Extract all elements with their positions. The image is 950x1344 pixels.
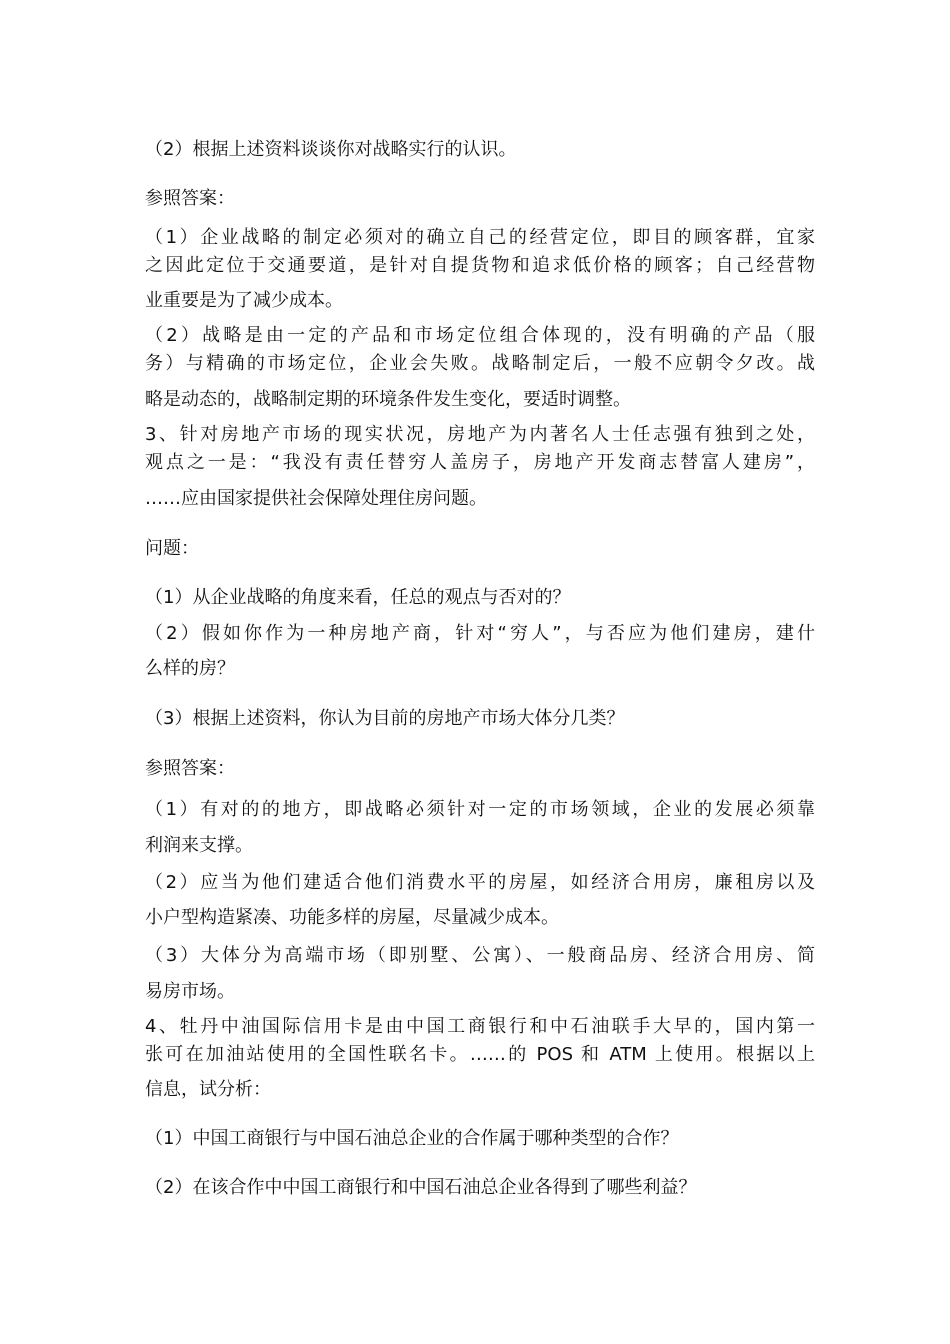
answer-3-1-line-2: 利润来支撑。 [145,835,253,856]
answer-3-2-line-1: （2）应当为他们建适合他们消费水平的房屋，如经济合用房，廉租房以及 [145,872,815,893]
question-4-line-3: 信息，试分析： [145,1079,271,1100]
question-3-sub-1: （1）从企业战略的角度来看，任总的观点与否对的？ [145,587,571,608]
answer-2-line-1: （2）战略是由一定的产品和市场定位组合体现的，没有明确的产品（服 [145,325,815,346]
question-4-sub-2: （2）在该合作中中国工商银行和中国石油总企业各得到了哪些利益？ [145,1177,697,1198]
question-3-sub-2-line-1: （2）假如你作为一种房地产商，针对“穷人”，与否应为他们建房，建什 [145,623,815,644]
question-3-line-2: 观点之一是：“我没有责任替穷人盖房子，房地产开发商志替富人建房”， [145,452,815,473]
answer-3-3-line-2: 易房市场。 [145,981,235,1002]
answer-2-line-3: 略是动态的，战略制定期的环境条件发生变化，要适时调整。 [145,389,631,410]
answer-3-2-line-2: 小户型构造紧凑、功能多样的房屋，尽量减少成本。 [145,907,559,928]
answer-2-line-2: 务）与精确的市场定位，企业会失败。战略制定后，一般不应朝令夕改。战 [145,353,815,374]
question-3-sub-3: （3）根据上述资料，你认为目前的房地产市场大体分几类？ [145,708,625,729]
answer-3-1-line-1: （1）有对的的地方，即战略必须针对一定的市场领域，企业的发展必须靠 [145,799,815,820]
question-4-line-1: 4、牡丹中油国际信用卡是由中国工商银行和中石油联手大早的，国内第一 [145,1016,815,1037]
question-4-line-2: 张可在加油站使用的全国性联名卡。……的 POS 和 ATM 上使用。根据以上 [145,1044,815,1065]
question-3-sub-2-line-2: 么样的房？ [145,658,235,679]
questions-heading: 问题： [145,538,199,559]
answer-1-line-3: 业重要是为了减少成本。 [145,290,343,311]
answer-1-line-1: （1）企业战略的制定必须对的确立自己的经营定位，即目的顾客群，宜家 [145,227,815,248]
reference-answer-heading: 参照答案： [145,188,235,209]
question-2-line: （2）根据上述资料谈谈你对战略实行的认识。 [145,139,517,160]
answer-3-3-line-1: （3）大体分为高端市场（即别墅、公寓）、一般商品房、经济合用房、简 [145,945,815,966]
reference-answer-heading-2: 参照答案： [145,758,235,779]
answer-1-line-2: 之因此定位于交通要道，是针对自提货物和追求低价格的顾客；自己经营物 [145,255,815,276]
question-4-sub-1: （1）中国工商银行与中国石油总企业的合作属于哪种类型的合作？ [145,1128,679,1149]
question-3-line-3: ……应由国家提供社会保障处理住房问题。 [145,488,487,509]
question-3-line-1: 3、针对房地产市场的现实状况，房地产为内著名人士任志强有独到之处， [145,424,815,445]
